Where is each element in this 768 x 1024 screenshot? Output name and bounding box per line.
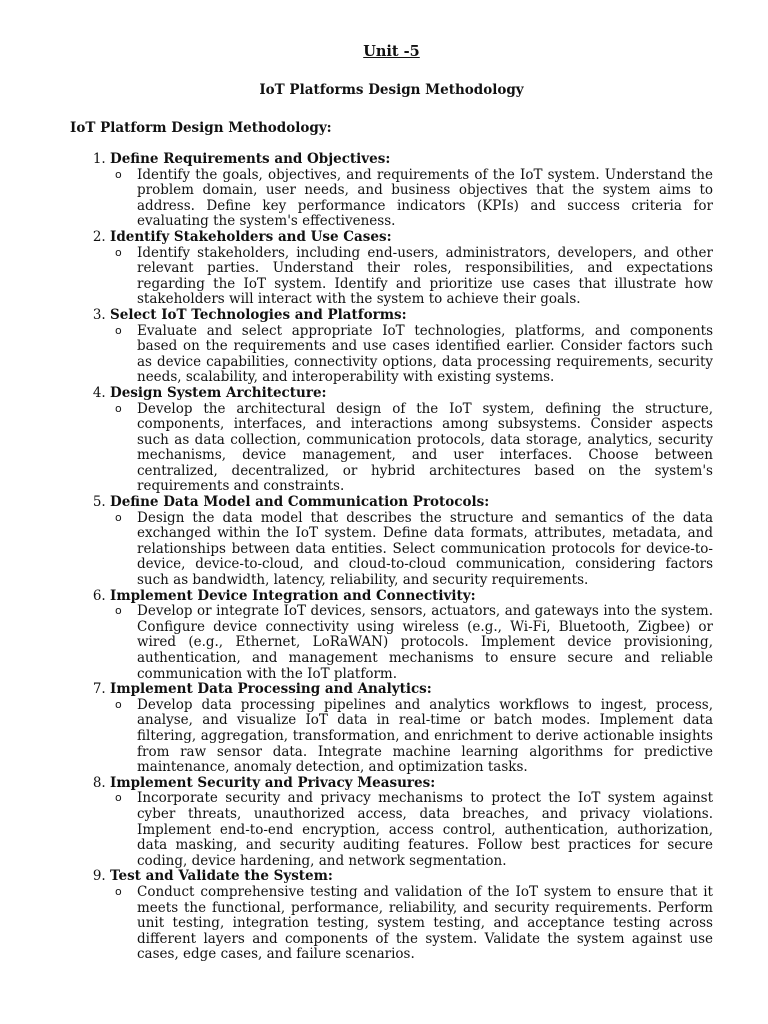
document-subtitle: IoT Platforms Design Methodology xyxy=(259,82,524,98)
list-item xyxy=(110,386,713,495)
section-heading: IoT Platform Design Methodology: xyxy=(70,120,332,136)
step-detail: o Develop the architectural design of the IoT system, defining the structure, components, interfaces, and interactions among subsystems. Consider aspects such as data collection, communication protocols, data storage, analytics, security mechanisms, device management, and user interfaces. Choose between centralized, decentralized, or hybrid architectures based on the system's requirements and constraints. xyxy=(137,402,713,496)
step-title: Define Requirements and Objectives: xyxy=(110,151,391,167)
step-title: Select IoT Technologies and Platforms: xyxy=(110,306,407,323)
step-details xyxy=(110,324,713,386)
methodology-steps-list xyxy=(70,152,713,963)
list-item xyxy=(110,495,713,589)
step-details xyxy=(110,604,713,682)
step-title: Define Data Model and Communication Protocols: xyxy=(110,494,490,511)
step-title: Identify Stakeholders and Use Cases: xyxy=(110,228,392,245)
step-details xyxy=(110,168,713,230)
step-detail: o Design the data model that describes the structure and semantics of the data exchanged within the IoT system. Define data formats, attributes, metadata, and relationships between data entities. Select communication protocols for device-to-device, device-to-cloud, and cloud-to-cloud communication, considering factors such as bandwidth, latency, reliability, and security requirements. xyxy=(137,511,713,589)
unit-title: Unit -5 xyxy=(363,43,420,60)
list-item xyxy=(110,682,713,776)
step-detail: o Identify stakeholders, including end-users, administrators, developers, and other relevant parties. Understand their roles, responsibilities, and expectations regarding the IoT system. Identify and prioritize use cases that illustrate how stakeholders will interact with the system to achieve their goals. xyxy=(137,246,713,308)
step-detail: o Identify the goals, objectives, and requirements of the IoT system. Understand the problem domain, user needs, and business objectives that the system aims to address. Define key performance indicators (KPIs) and success criteria for evaluating the system's effectiveness. xyxy=(137,168,713,230)
list-item xyxy=(110,589,713,683)
list-item xyxy=(110,230,713,308)
step-title: Test and Validate the System: xyxy=(110,868,333,885)
step-detail: o Incorporate security and privacy mechanisms to protect the IoT system against cyber threats, unauthorized access, data breaches, and privacy violations. Implement end-to-end encryption, access control, authentication, authorization, data masking, and security auditing features. Follow best practices for secure coding, device hardening, and network segmentation. xyxy=(137,791,713,869)
step-details xyxy=(110,791,713,869)
step-detail: o Conduct comprehensive testing and validation of the IoT system to ensure that it meets the functional, performance, reliability, and security requirements. Perform unit testing, integration testing, system testing, and acceptance testing across different layers and components of the system. Validate the system against use cases, edge cases, and failure scenarios. xyxy=(137,885,713,963)
step-detail: o Develop data processing pipelines and analytics workflows to ingest, process, analyse, and visualize IoT data in real-time or batch modes. Implement data filtering, aggregation, transformation, and enrichment to derive actionable insights from raw sensor data. Integrate machine learning algorithms for predictive maintenance, anomaly detection, and optimization tasks. xyxy=(137,698,713,776)
step-details xyxy=(110,511,713,589)
list-item xyxy=(110,776,713,870)
step-detail: o Develop or integrate IoT devices, sensors, actuators, and gateways into the system. Configure device connectivity using wireless (e.g., Wi-Fi, Bluetooth, Zigbee) or wired (e.g., Ethernet, LoRaWAN) protocols. Implement device provisioning, authentication, and management mechanisms to ensure secure and reliable communication with the IoT platform. xyxy=(137,604,713,682)
step-title: Implement Device Integration and Connectivity: xyxy=(110,587,476,604)
list-item xyxy=(110,152,713,230)
step-title: Implement Data Processing and Analytics: xyxy=(110,681,432,698)
step-details xyxy=(110,885,713,963)
list-item xyxy=(110,869,713,963)
step-detail: o Evaluate and select appropriate IoT technologies, platforms, and components based on the requirements and use cases identified earlier. Consider factors such as device capabilities, connectivity options, data processing requirements, security needs, scalability, and interoperability with existing systems. xyxy=(137,324,713,386)
step-details xyxy=(110,246,713,308)
step-title: Implement Security and Privacy Measures: xyxy=(110,774,436,791)
step-details xyxy=(110,698,713,776)
step-title: Design System Architecture: xyxy=(110,384,327,401)
list-item xyxy=(110,308,713,386)
step-details xyxy=(110,402,713,496)
